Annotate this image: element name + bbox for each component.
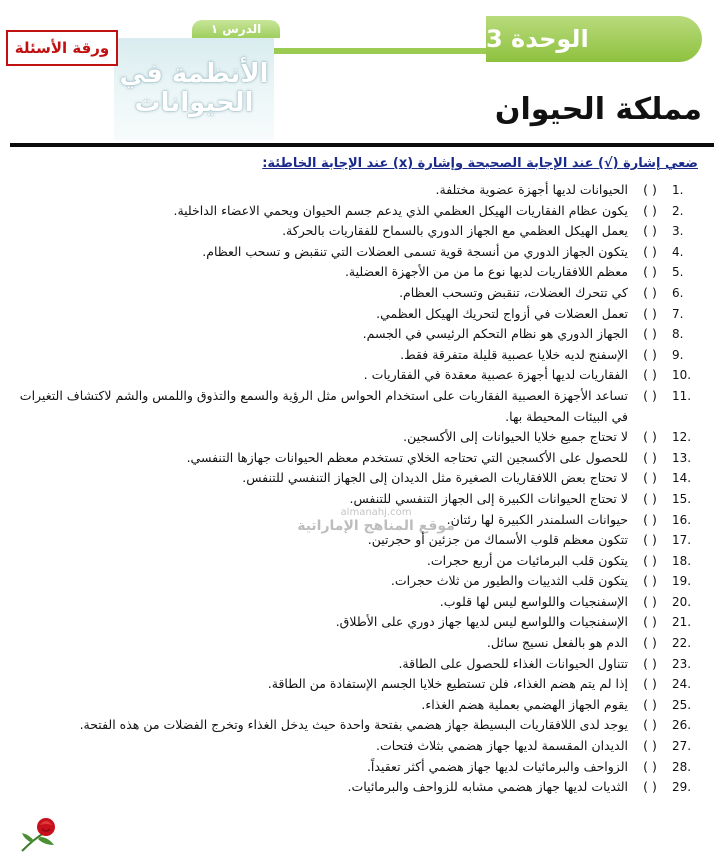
question-number: 28. bbox=[672, 759, 692, 774]
question-text: الديدان المقسمة لديها جهاز هضمي بثلاث فتحات. bbox=[376, 738, 628, 754]
answer-blank[interactable]: ( ) bbox=[643, 635, 657, 651]
question-number: 21. bbox=[672, 615, 692, 630]
answer-blank[interactable]: ( ) bbox=[643, 387, 657, 403]
answer-blank[interactable]: ( ) bbox=[643, 223, 657, 239]
answer-blank[interactable]: ( ) bbox=[643, 264, 657, 280]
title-divider bbox=[10, 143, 714, 147]
answer-blank[interactable]: ( ) bbox=[643, 717, 657, 733]
question-text: حيوانات السلمندر الكبيرة لها رئتان. bbox=[446, 511, 628, 527]
question-text: لا تحتاج بعض اللافقاريات الصغيرة مثل الديدان إلى الجهاز التنفسي للتنفس. bbox=[242, 470, 628, 486]
watermark-site-name: موقع المناهج الإماراتية bbox=[297, 517, 455, 534]
lesson-image bbox=[114, 38, 274, 140]
answer-blank[interactable]: ( ) bbox=[643, 532, 657, 548]
question-item bbox=[10, 448, 700, 469]
question-item bbox=[10, 468, 700, 489]
question-number: 9. bbox=[672, 347, 684, 362]
answer-blank[interactable]: ( ) bbox=[643, 614, 657, 630]
question-number: 15. bbox=[672, 491, 692, 506]
question-number: 12. bbox=[672, 430, 692, 445]
sheet-label: ورقة الأسئلة bbox=[6, 30, 118, 66]
question-item bbox=[10, 633, 700, 654]
question-item bbox=[10, 777, 700, 798]
question-text: الجهاز الدوري هو نظام التحكم الرئيسي في الجسم. bbox=[362, 326, 628, 342]
watermark-url: almanahj.com bbox=[340, 506, 412, 518]
question-number: 7. bbox=[672, 306, 684, 321]
question-text: الإسفنجيات واللواسع ليس لها قلوب. bbox=[439, 593, 628, 609]
answer-blank[interactable]: ( ) bbox=[643, 346, 657, 362]
question-number: 27. bbox=[672, 739, 692, 754]
question-number: 13. bbox=[672, 450, 692, 465]
question-text: معظم اللافقاريات لديها نوع ما من من الأجهزة العضلية. bbox=[344, 264, 628, 280]
question-number: 17. bbox=[672, 533, 692, 548]
question-text: يكون عظام الفقاريات الهيكل العظمي الذي يدعم جسم الحيوان ويحمي الاعضاء الداخلية. bbox=[173, 202, 628, 218]
question-text: الثديات لديها جهاز هضمي مشابه للزواحف والبرمائيات. bbox=[347, 779, 628, 795]
lesson-image-line-1: الأنظمة في bbox=[119, 58, 269, 89]
answer-blank[interactable]: ( ) bbox=[643, 243, 657, 259]
question-text: لا تحتاج الحيوانات الكبيرة إلى الجهاز التنفسي للتنفس. bbox=[349, 490, 628, 506]
lesson-tab: الدرس ١ bbox=[192, 20, 280, 38]
answer-blank[interactable]: ( ) bbox=[643, 696, 657, 712]
answer-blank[interactable]: ( ) bbox=[643, 676, 657, 692]
answer-blank[interactable]: ( ) bbox=[643, 593, 657, 609]
question-number: 19. bbox=[672, 574, 692, 589]
answer-blank[interactable]: ( ) bbox=[643, 284, 657, 300]
answer-blank[interactable]: ( ) bbox=[643, 202, 657, 218]
question-text: يقوم الجهاز الهضمي بعملية هضم الغذاء. bbox=[421, 696, 628, 712]
question-number: 4. bbox=[672, 244, 684, 259]
question-item bbox=[10, 571, 700, 592]
question-number: 24. bbox=[672, 677, 692, 692]
question-item bbox=[10, 345, 700, 366]
question-text: يعمل الهيكل العظمي مع الجهاز الدوري بالسماح للفقاريات بالحركة. bbox=[282, 223, 628, 239]
question-item bbox=[10, 654, 700, 675]
question-item bbox=[10, 221, 700, 242]
question-item bbox=[10, 427, 700, 448]
question-number: 22. bbox=[672, 636, 692, 651]
answer-blank[interactable]: ( ) bbox=[643, 655, 657, 671]
answer-blank[interactable]: ( ) bbox=[643, 182, 657, 197]
answer-blank[interactable]: ( ) bbox=[643, 449, 657, 465]
question-text: تتكون معظم قلوب الأسماك من جزئين أو حجرتين. bbox=[367, 532, 628, 548]
question-number: 2. bbox=[672, 203, 684, 218]
question-text: يتكون قلب الثدييات والطيور من ثلاث حجرات. bbox=[390, 573, 628, 589]
question-item bbox=[10, 201, 700, 222]
question-item bbox=[10, 489, 700, 510]
lesson-image-line-2: الحيوانات bbox=[134, 88, 254, 118]
question-item bbox=[10, 365, 700, 386]
page-title: مملكة الحيوان bbox=[494, 92, 702, 127]
question-number: 23. bbox=[672, 656, 692, 671]
question-text: إذا لم يتم هضم الغذاء، فلن تستطيع خلايا الجسم الإستفادة من الطاقة. bbox=[267, 676, 628, 692]
answer-blank[interactable]: ( ) bbox=[643, 326, 657, 342]
question-text: الدم هو بالفعل نسيج سائل. bbox=[486, 635, 628, 651]
question-number: 10. bbox=[672, 368, 692, 383]
question-item bbox=[10, 386, 700, 427]
question-text: تساعد الأجهزة العصبية الفقاريات على استخدام الحواس مثل الرؤية والسمع والتذوق واللمس والشم لاكتشاف التغيرات في البيئات المحيطة بها. bbox=[19, 387, 628, 424]
question-item bbox=[10, 510, 700, 531]
question-number: 11. bbox=[672, 388, 692, 403]
answer-blank[interactable]: ( ) bbox=[643, 511, 657, 527]
question-text: الحيوانات لديها أجهزة عضوية مختلفة. bbox=[435, 182, 628, 197]
answer-blank[interactable]: ( ) bbox=[643, 305, 657, 321]
question-text: يوجد لدى اللافقاريات البسيطة جهاز هضمي بفتحة واحدة حيث يدخل الغذاء وتخرج الفضلات من هذه الفتحة. bbox=[79, 717, 628, 733]
question-item bbox=[10, 757, 700, 778]
question-number: 5. bbox=[672, 265, 684, 280]
question-item bbox=[10, 592, 700, 613]
question-item bbox=[10, 262, 700, 283]
question-item bbox=[10, 283, 700, 304]
question-item bbox=[10, 695, 700, 716]
question-text: تتناول الحيوانات الغذاء للحصول على الطاقة. bbox=[398, 655, 628, 671]
question-number: 26. bbox=[672, 718, 692, 733]
question-text: تعمل العضلات في أزواج لتحريك الهيكل العظمي. bbox=[376, 305, 628, 321]
question-text: الفقاريات لديها أجهزة عصبية معقدة في الفقاريات . bbox=[363, 367, 628, 383]
question-number: 6. bbox=[672, 285, 684, 300]
question-item bbox=[10, 530, 700, 551]
question-number: 1. bbox=[672, 183, 684, 197]
question-item bbox=[10, 674, 700, 695]
rose-icon bbox=[14, 813, 74, 853]
question-text: الإسفنج لديه خلايا عصبية قليلة متفرقة فقط. bbox=[400, 346, 628, 362]
answer-blank[interactable]: ( ) bbox=[643, 552, 657, 568]
answer-blank[interactable]: ( ) bbox=[643, 490, 657, 506]
question-text: يتكون قلب البرمائيات من أربع حجرات. bbox=[426, 552, 628, 568]
question-item bbox=[10, 324, 700, 345]
question-number: 3. bbox=[672, 224, 684, 239]
unit-banner bbox=[486, 16, 702, 62]
question-number: 8. bbox=[672, 327, 684, 342]
answer-blank[interactable]: ( ) bbox=[643, 758, 657, 774]
answer-blank[interactable]: ( ) bbox=[643, 429, 657, 445]
instruction-text: ضعي إشارة (√) عند الإجابة الصحيحة وإشارة (x) عند الإجابة الخاطئة: bbox=[262, 156, 698, 171]
question-item bbox=[10, 736, 700, 757]
question-number: 25. bbox=[672, 697, 692, 712]
question-item bbox=[10, 715, 700, 736]
question-item bbox=[10, 242, 700, 263]
answer-blank[interactable]: ( ) bbox=[643, 573, 657, 589]
answer-blank[interactable]: ( ) bbox=[643, 738, 657, 754]
question-item bbox=[10, 612, 700, 633]
question-text: الإسفنجيات واللواسع ليس لديها جهاز دوري على الأطلاق. bbox=[335, 614, 628, 630]
question-text: كي تتحرك العضلات، تنقبض وتسحب العظام. bbox=[399, 284, 628, 300]
question-number: 18. bbox=[672, 553, 692, 568]
question-item bbox=[10, 180, 700, 201]
question-number: 16. bbox=[672, 512, 692, 527]
answer-blank[interactable]: ( ) bbox=[643, 779, 657, 795]
question-number: 20. bbox=[672, 594, 692, 609]
answer-blank[interactable]: ( ) bbox=[643, 367, 657, 383]
question-item bbox=[10, 551, 700, 572]
answer-blank[interactable]: ( ) bbox=[643, 470, 657, 486]
question-number: 14. bbox=[672, 471, 692, 486]
question-list bbox=[10, 180, 700, 798]
question-text: للحصول على الأكسجين التي تحتاجه الخلاي تستخدم معظم الحيوانات جهازها التنفسي. bbox=[186, 449, 628, 465]
question-number: 29. bbox=[672, 780, 692, 795]
unit-label: الوحدة 3 bbox=[486, 25, 589, 53]
question-text: يتكون الجهاز الدوري من أنسجة قوية تسمى العضلات التي تنقبض و تسحب العظام. bbox=[202, 243, 628, 259]
question-text: لا تحتاج جميع خلايا الحيوانات إلى الأكسجين. bbox=[403, 429, 628, 445]
question-text: الزواحف والبرمائيات لديها جهاز هضمي أكثر تعقيداً. bbox=[366, 758, 628, 774]
question-item bbox=[10, 304, 700, 325]
